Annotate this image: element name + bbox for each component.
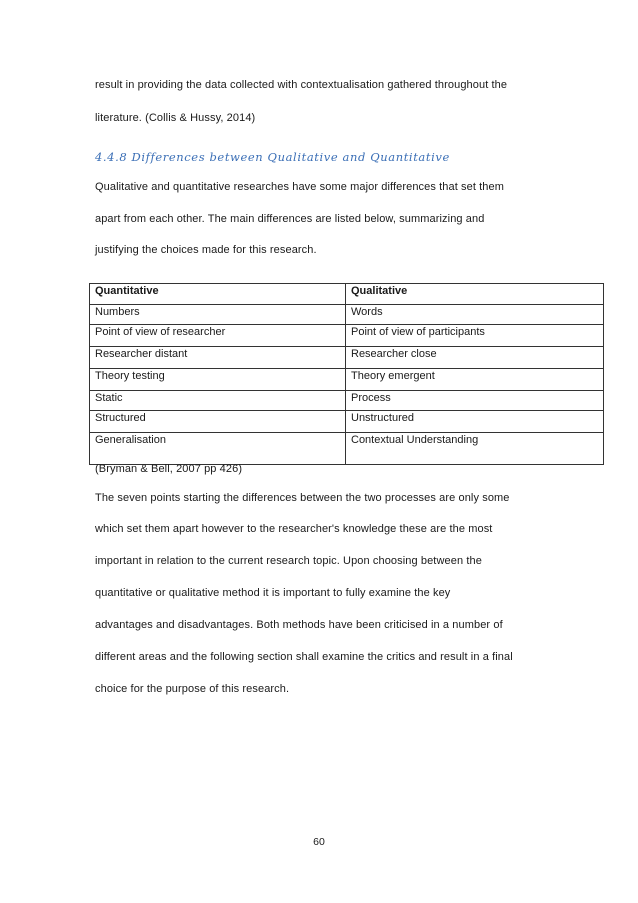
- lead-line-1: Qualitative and quantitative researches have some major differences that set them: [95, 181, 505, 193]
- table-row: [90, 369, 604, 391]
- cell-qualitative: Words: [346, 305, 604, 325]
- intro-line-1: result in providing the data collected with contextualisation gathered throughout the: [95, 79, 508, 91]
- cell-quantitative: Static: [90, 391, 346, 411]
- header-quantitative: Quantitative: [90, 284, 346, 305]
- cell-quantitative: Point of view of researcher: [90, 325, 346, 347]
- table-row: [90, 347, 604, 369]
- intro-line-2: literature. (Collis & Hussy, 2014): [95, 112, 256, 124]
- cell-qualitative: Unstructured: [346, 411, 604, 433]
- cell-quantitative: Structured: [90, 411, 346, 433]
- lead-line-2: apart from each other. The main differences are listed below, summarizing and: [95, 213, 485, 225]
- cell-qualitative: Researcher close: [346, 347, 604, 369]
- cell-quantitative: Generalisation: [90, 433, 346, 465]
- header-qualitative: Qualitative: [346, 284, 604, 305]
- page-number: 60: [313, 836, 325, 848]
- table-row: [90, 305, 604, 325]
- table-header-row: [90, 284, 604, 305]
- cell-quantitative: Researcher distant: [90, 347, 346, 369]
- body-line-4: quantitative or qualitative method it is important to fully examine the key: [95, 587, 451, 599]
- table-row: [90, 325, 604, 347]
- body-line-2: which set them apart however to the researcher's knowledge these are the most: [95, 523, 493, 535]
- body-line-7: choice for the purpose of this research.: [95, 683, 290, 695]
- section-heading: 4.4.8 Differences between Qualitative and Quantitative: [95, 150, 450, 164]
- table-row: [90, 391, 604, 411]
- body-line-3: important in relation to the current research topic. Upon choosing between the: [95, 555, 482, 567]
- cell-qualitative: Theory emergent: [346, 369, 604, 391]
- cell-qualitative: Process: [346, 391, 604, 411]
- cell-qualitative: Contextual Understanding: [346, 433, 604, 465]
- table-citation: (Bryman & Bell, 2007 pp 426): [95, 463, 243, 475]
- lead-line-3: justifying the choices made for this research.: [95, 244, 317, 256]
- comparison-table: [89, 283, 604, 465]
- body-line-6: different areas and the following section shall examine the critics and result in a final: [95, 651, 513, 663]
- body-line-1: The seven points starting the differences between the two processes are only some: [95, 492, 510, 504]
- body-line-5: advantages and disadvantages. Both methods have been criticised in a number of: [95, 619, 503, 631]
- table-row: [90, 411, 604, 433]
- cell-qualitative: Point of view of participants: [346, 325, 604, 347]
- cell-quantitative: Numbers: [90, 305, 346, 325]
- cell-quantitative: Theory testing: [90, 369, 346, 391]
- table-row: [90, 433, 604, 465]
